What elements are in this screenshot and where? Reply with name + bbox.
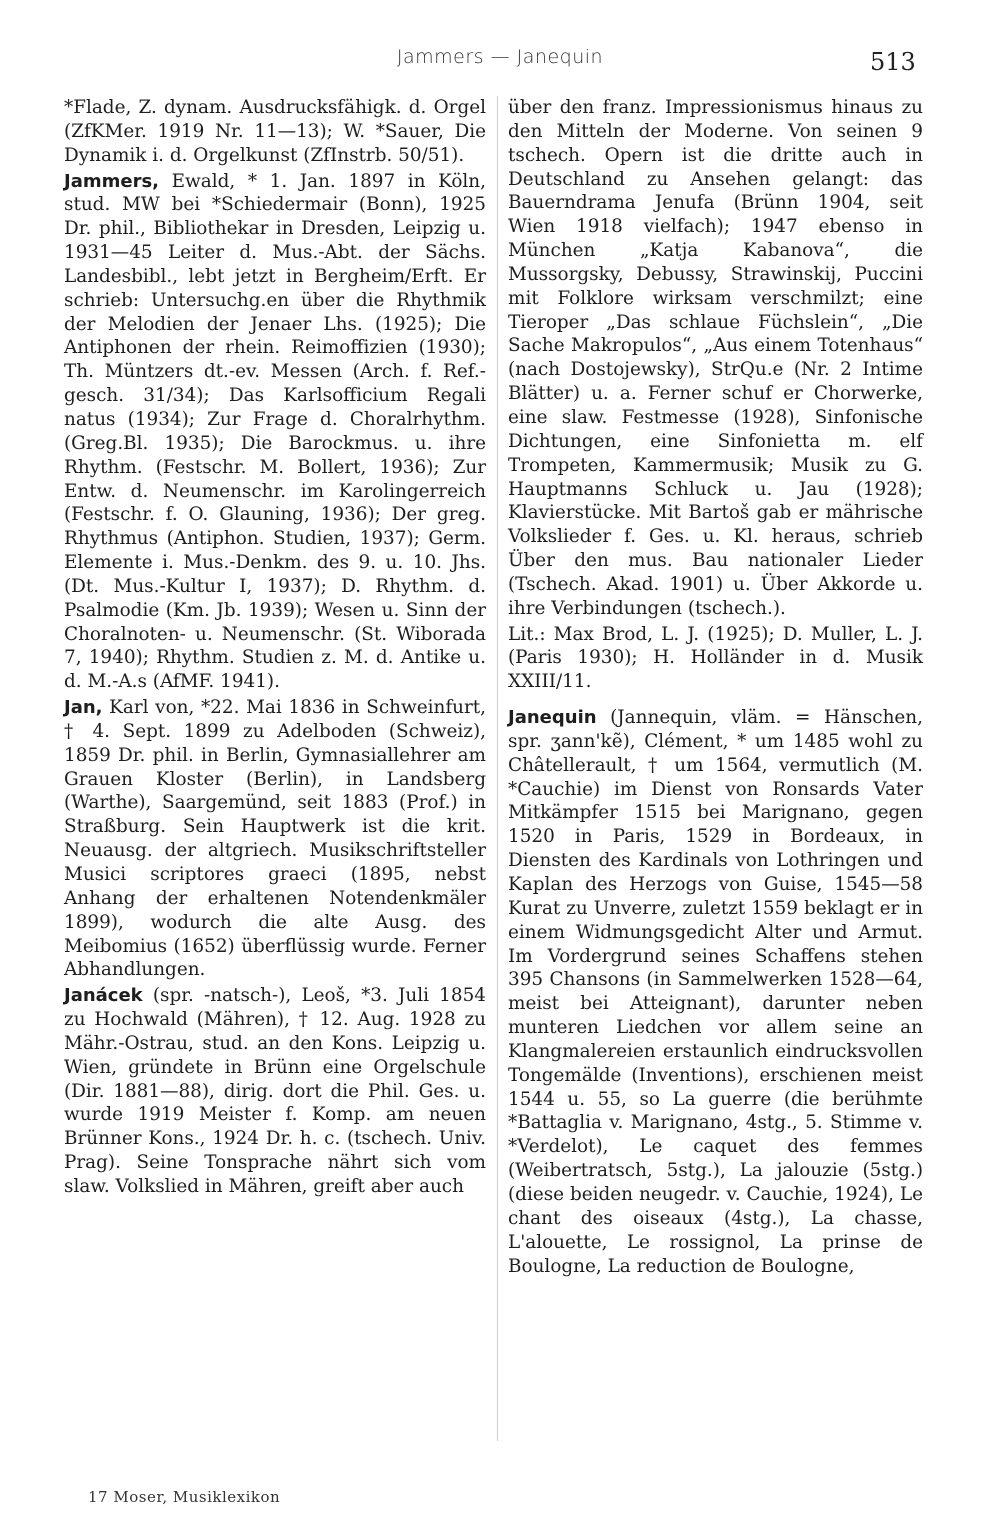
entry-head-jammers: Jammers, [64, 170, 159, 192]
entry-jan [64, 696, 486, 982]
entry-text-jan: Karl von, *22. Mai 1836 in Schweinfurt, † 4. Sept. 1899 zu Adelboden (Schweiz), 1859 Dr. phil. in Berlin, Gymnasiallehrer am Grauen Kloster (Berlin), in Landsberg (Warthe), Saargemünd, seit 1883 (Prof.) in Straßburg. Sein Hauptwerk ist die krit. Neuausg. der altgriech. Musikschriftsteller Musici scriptores graeci (1895, nebst Anhang der erhaltenen Notendenkmäler 1899), wodurch die alte Ausg. des Meibomius (1652) überflüssig wurde. Ferner Abhandlungen. [64, 697, 486, 981]
entry-head-jan: Jan, [64, 697, 103, 719]
left-column [64, 96, 486, 1199]
entry-janacek-continuation: über den franz. Impressionismus hinaus zu den Mitteln der Moderne. Von seinen 9 tschech. Opern ist die dritte auch in Deutschland zu Ansehen gelangt: das Bauerndrama Jenufa (Brünn 1904, seit Wien 1918 vielfach); 1947 ebenso in München „Katja Kabanova“, die Mussorgsky, Debussy, Strawinskij, Puccini mit Folklore wirksam verschmilzt; eine Tieroper „Das schlaue Füchslein“, „Die Sache Makropulos“, „Aus einem Totenhaus“ (nach Dostojewsky), StrQu.e (Nr. 2 Intime Blätter) u. a. Ferner schuf er Chorwerke, eine slaw. Festmesse (1928), Sinfonische Dichtungen, eine Sinfonietta m. elf Trompeten, Kammermusik; Musik zu G. Hauptmanns Schluck u. Jau (1928); Klavierstücke. Mit Bartoš gab er mährische Volkslieder f. Ges. u. Kl. heraus, schrieb Über den mus. Bau nationaler Lieder (Tschech. Akad. 1901) u. Über Akkorde u. ihre Verbindungen (tschech.). [508, 97, 923, 619]
entry-head-janacek: Janácek [64, 985, 143, 1007]
printer-signature: 17 Moser, Musiklexikon [88, 1488, 281, 1506]
page-header [0, 38, 1000, 78]
entry-text-janequin: (Jannequin, vläm. = Hänschen, spr. ʒann'kẽ), Clément, * um 1485 wohl zu Châtellerault, † um 1564, vermutlich (M. *Cauchie) im Dienst von Ronsards Vater Mitkämpfer 1515 bei Marignano, gegen 1520 in Paris, 1529 in Bordeaux, in Diensten des Kardinals von Lothringen und Kaplan des Herzogs von Guise, 1545—58 Kurat zu Unverre, zuletzt 1559 beklagt er in einem Widmungsgedicht Alter und Armut. Im Vordergrund seines Schaffens stehen 395 Chansons (in Sammelwerken 1528—64, meist bei Atteignant), darunter neben munteren Liedchen vor allem seine an Klangmalereien erstaunlich eindrucksvollen Tongemälde (Inventions), erschienen meist 1544 u. 55, so La guerre (die berühmte *Battaglia v. Marignano, 4stg., 5. Stimme v. *Verdelot), Le caquet des femmes (Weibertratsch, 5stg.), La jalouzie (5stg.) (diese beiden neugedr. v. Cauchie, 1924), Le chant des oiseaux (4stg.), La chasse, L'alouette, Le rossignol, La prinse de Boulogne, La reduction de Boulogne, [508, 707, 923, 1277]
page-number: 513 [870, 48, 916, 76]
entry-flade-continuation: *Flade, Z. dynam. Ausdrucksfähigk. d. Orgel (ZfKMer. 1919 Nr. 11—13); W. *Sauer, Die Dynamik i. d. Orgelkunst (ZfInstrb. 50/51). [64, 97, 486, 166]
entry-janacek [64, 984, 486, 1199]
entry-text-jammers: Ewald, * 1. Jan. 1897 in Köln, stud. MW bei *Schiedermair (Bonn), 1925 Dr. phil., Bibliothekar in Dresden, Leipzig u. 1931—45 Leiter d. Mus.-Abt. der Sächs. Landesbibl., lebt jetzt in Bergheim/Erft. Er schrieb: Untersuchg.en über die Rhythmik der Melodien der Jenaer Lhs. (1925); Die Antiphonen der rhein. Reimoffizien (1930); Th. Müntzers dt.-ev. Messen (Arch. f. Ref.-gesch. 31/34); Das Karlsofficium Regali natus (1934); Zur Frage d. Choralrhythm. (Greg.Bl. 1935); Die Barockmus. u. ihre Rhythm. (Festschr. M. Bollert, 1936); Zur Entw. d. Neumenschr. im Karolingerreich (Festschr. f. O. Glauning, 1936); Der greg. Rhythmus (Antiphon. Studien, 1937); Germ. Elemente i. Mus.-Denkm. des 9. u. 10. Jhs. (Dt. Mus.-Kultur I, 1937); D. Rhythm. d. Psalmodie (Km. Jb. 1939); Wesen u. Sinn der Choralnoten- u. Neumenschr. (St. Wiborada 7, 1940); Rhythm. Studien z. M. d. Antike u. d. M.-A.s (AfMF. 1941). [64, 170, 486, 693]
right-column [508, 96, 923, 1278]
entry-text-janacek: (spr. -natsch-), Leoš, *3. Juli 1854 zu Hochwald (Mähren), † 12. Aug. 1928 zu Mähr.-Ostrau, stud. an den Kons. Leipzig u. Wien, gründete in Brünn eine Orgelschule (Dir. 1881—88), dirig. dort die Phil. Ges. u. wurde 1919 Meister f. Komp. am neuen Brünner Kons., 1924 Dr. h. c. (tschech. Univ. Prag). Seine Tonsprache nährt sich vom slaw. Volkslied in Mähren, greift aber auch [64, 985, 486, 1197]
entry-head-janequin: Janequin [508, 707, 597, 729]
literature-note: Lit.: Max Brod, L. J. (1925); D. Muller, L. J. (Paris 1930); H. Holländer in d. Musik XXIII/11. [508, 623, 923, 693]
column-divider [497, 96, 498, 1441]
entry-janequin [508, 706, 923, 1278]
entry-jammers [64, 170, 486, 695]
running-head: Jammers — Janequin [396, 46, 604, 68]
